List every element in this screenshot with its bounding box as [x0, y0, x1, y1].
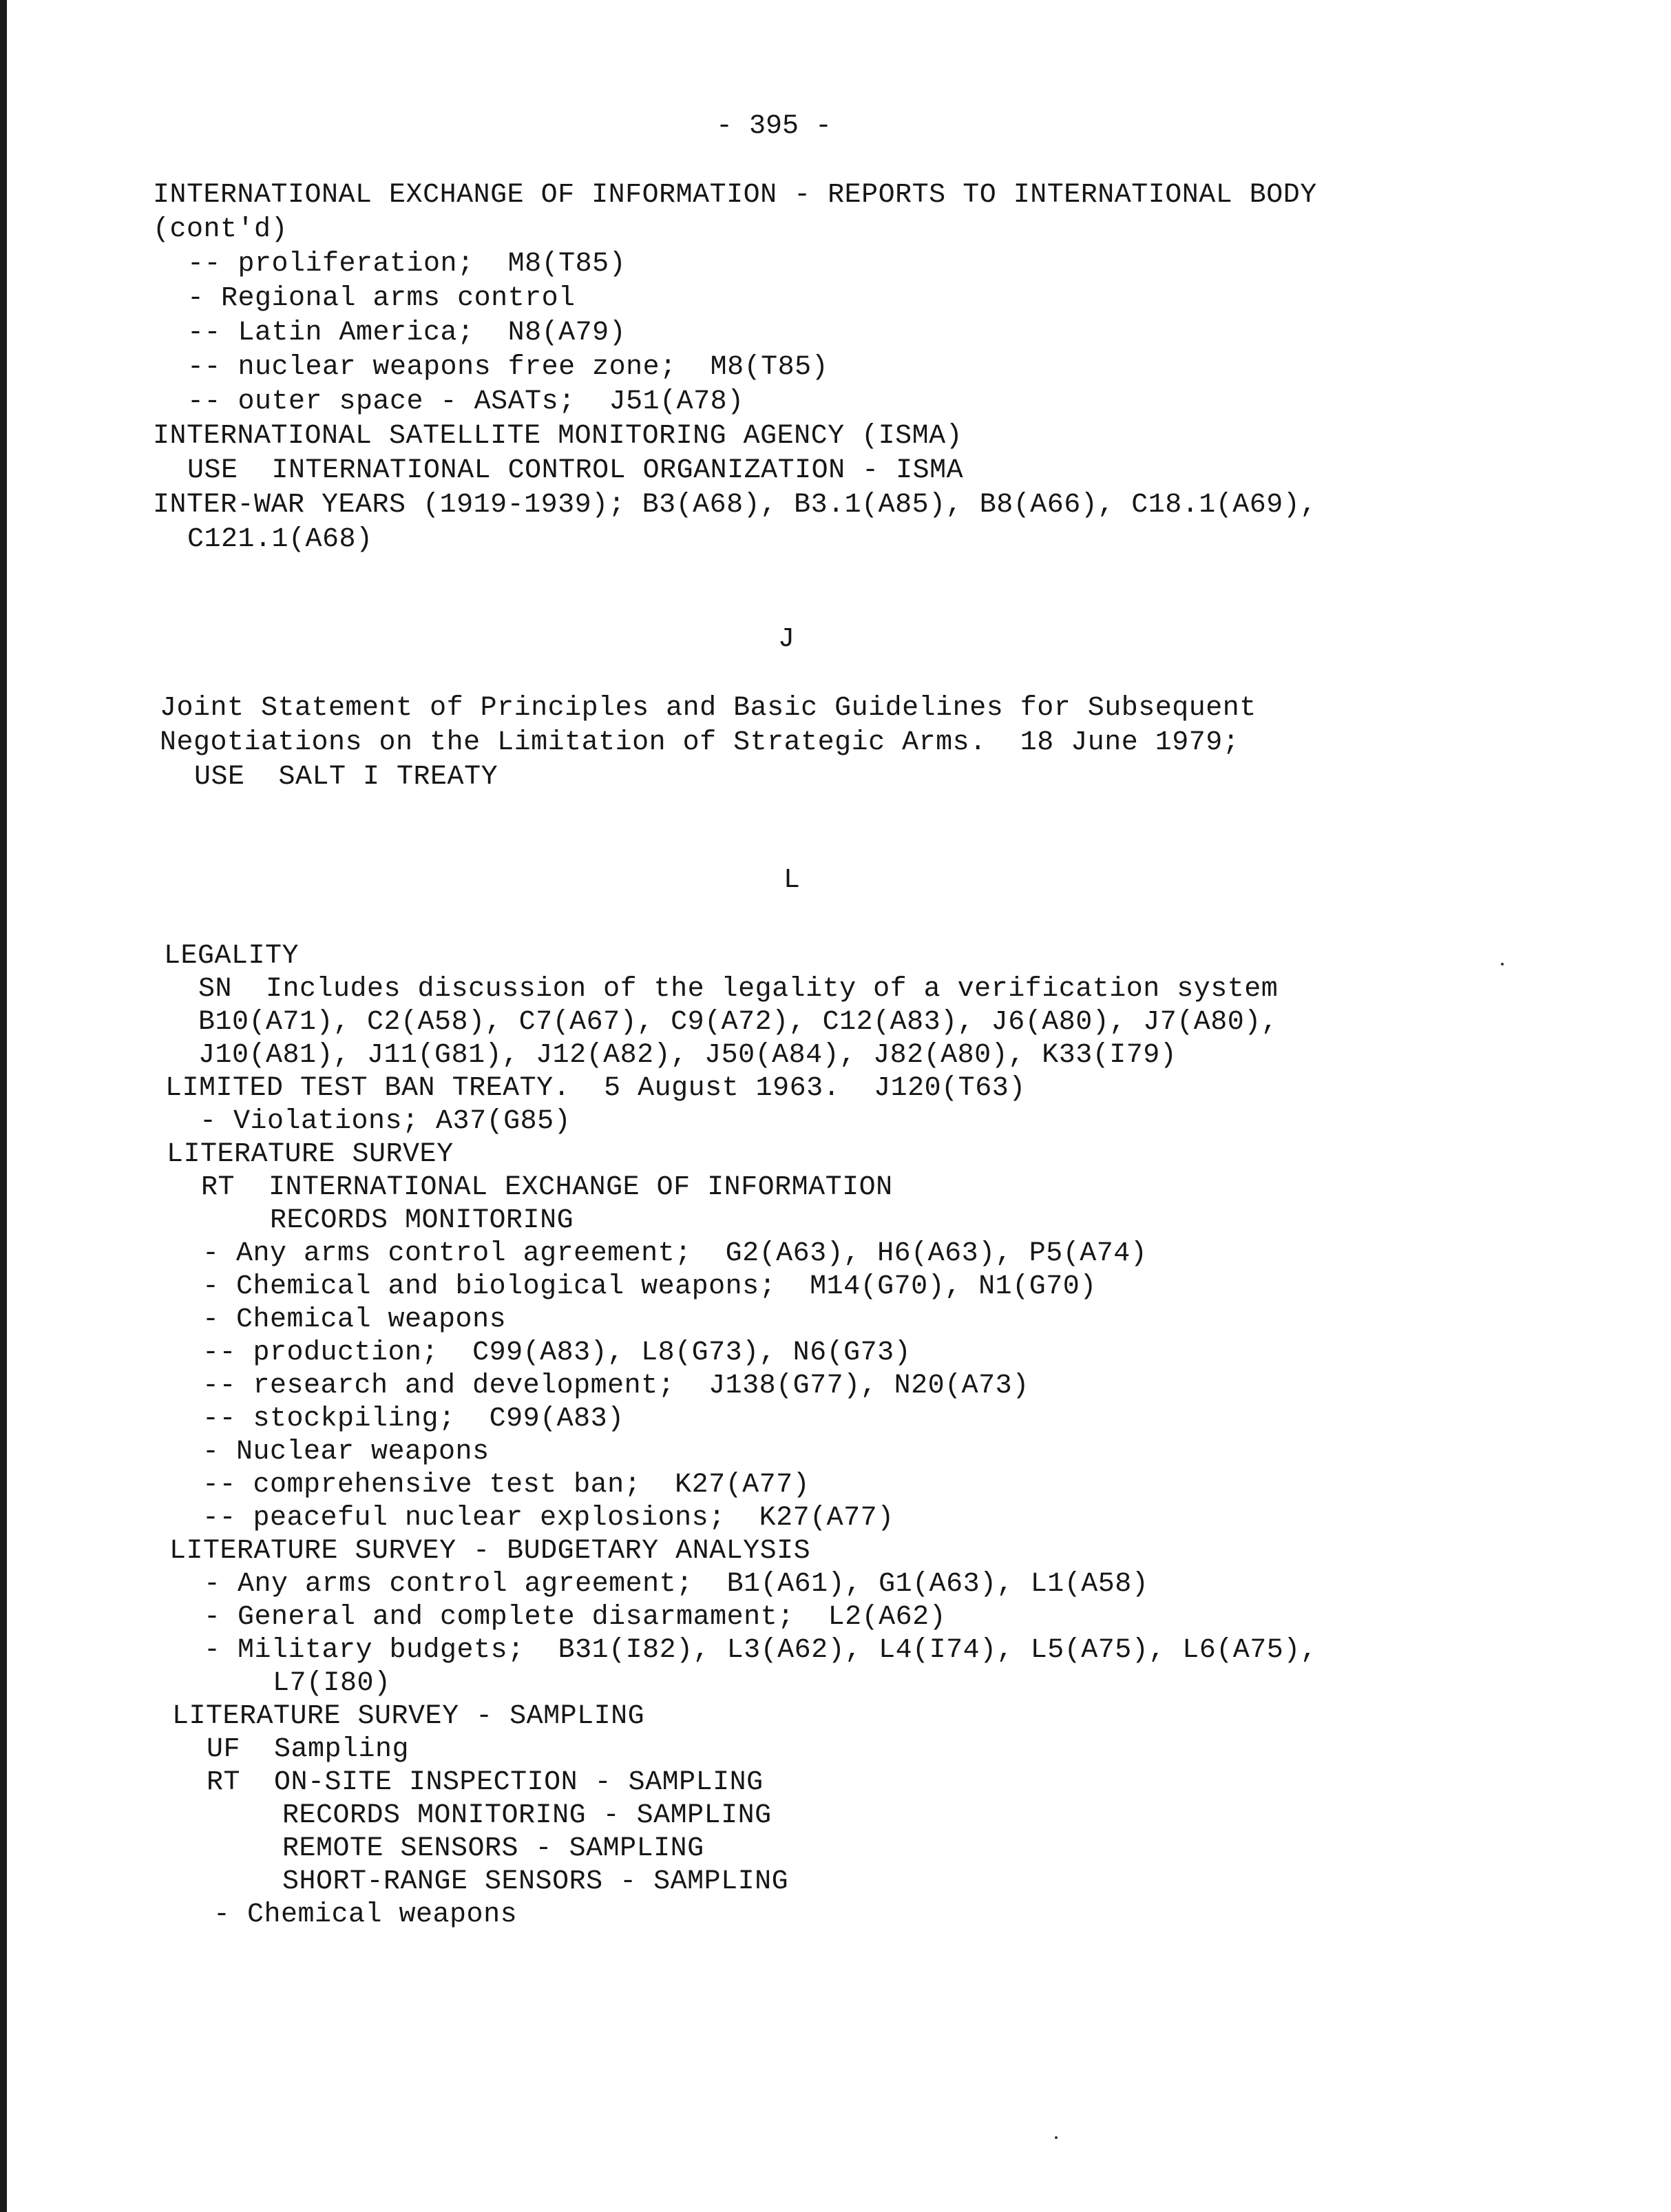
used-for-term: UF Sampling — [207, 1734, 410, 1765]
page-number: - 395 - — [716, 111, 832, 142]
scan-speck — [1055, 2136, 1058, 2139]
subentry: -- nuclear weapons free zone; M8(T85) — [187, 352, 829, 383]
subentry: -- production; C99(A83), L8(G73), N6(G73) — [202, 1337, 912, 1368]
reference-codes: J10(A81), J11(G81), J12(A82), J50(A84), J82(A80), K33(I79) — [198, 1040, 1177, 1071]
entry-heading: Joint Statement of Principles and Basic Guidelines for Subsequent — [160, 693, 1257, 724]
subentry: -- comprehensive test ban; K27(A77) — [202, 1470, 810, 1501]
subentry: - Nuclear weapons — [202, 1437, 490, 1468]
section-letter-j: J — [778, 624, 795, 655]
entry-heading: LEGALITY — [164, 941, 299, 972]
entry-continuation: C121.1(A68) — [187, 524, 373, 555]
section-letter-l: L — [784, 865, 801, 896]
subentry: -- research and development; J138(G77), N20(A73) — [202, 1370, 1029, 1401]
subentry: -- proliferation; M8(T85) — [187, 249, 627, 280]
subentry: - Regional arms control — [187, 283, 576, 314]
subentry: - Violations; A37(G85) — [200, 1106, 571, 1137]
subentry: -- outer space - ASATs; J51(A78) — [187, 386, 744, 417]
use-reference: USE SALT I TREATY — [194, 762, 498, 793]
scope-note: SN Includes discussion of the legality of a verification system — [198, 974, 1279, 1005]
related-term: RECORDS MONITORING - SAMPLING — [282, 1800, 772, 1831]
entry-continuation: (cont'd) — [153, 214, 288, 245]
reference-codes: L7(I80) — [273, 1668, 391, 1699]
subentry: - Chemical weapons — [202, 1304, 507, 1335]
entry-heading: INTER-WAR YEARS (1919-1939); B3(A68), B3.1(A85), B8(A66), C18.1(A69), — [153, 490, 1317, 521]
subentry: -- peaceful nuclear explosions; K27(A77) — [202, 1503, 894, 1534]
entry-heading: LITERATURE SURVEY — [167, 1139, 454, 1170]
entry-heading: LIMITED TEST BAN TREATY. 5 August 1963. J120(T63) — [165, 1073, 1026, 1104]
subentry: -- Latin America; N8(A79) — [187, 317, 627, 348]
entry-heading: LITERATURE SURVEY - SAMPLING — [172, 1701, 645, 1732]
reference-codes: B10(A71), C2(A58), C7(A67), C9(A72), C12(A83), J6(A80), J7(A80), — [198, 1007, 1279, 1038]
scan-speck — [1501, 963, 1504, 966]
related-term: RT ON-SITE INSPECTION - SAMPLING — [207, 1767, 764, 1798]
subentry: - Military budgets; B31(I82), L3(A62), L4(I74), L5(A75), L6(A75), — [204, 1635, 1318, 1666]
subentry: - Any arms control agreement; B1(A61), G1(A63), L1(A58) — [204, 1569, 1149, 1600]
entry-heading: INTERNATIONAL EXCHANGE OF INFORMATION - REPORTS TO INTERNATIONAL BODY — [153, 180, 1317, 211]
entry-continuation: Negotiations on the Limitation of Strategic Arms. 18 June 1979; — [160, 727, 1240, 758]
subentry: - Chemical weapons — [213, 1899, 518, 1930]
subentry: - Chemical and biological weapons; M14(G70), N1(G70) — [202, 1271, 1097, 1302]
entry-heading: INTERNATIONAL SATELLITE MONITORING AGENCY (ISMA) — [153, 421, 963, 452]
subentry: - Any arms control agreement; G2(A63), H6(A63), P5(A74) — [202, 1238, 1148, 1269]
related-term: RT INTERNATIONAL EXCHANGE OF INFORMATION — [201, 1172, 893, 1203]
subentry: - General and complete disarmament; L2(A62) — [204, 1602, 947, 1633]
subentry: -- stockpiling; C99(A83) — [202, 1404, 624, 1434]
related-term: REMOTE SENSORS - SAMPLING — [282, 1833, 704, 1864]
related-term: RECORDS MONITORING — [270, 1205, 574, 1236]
use-reference: USE INTERNATIONAL CONTROL ORGANIZATION - ISMA — [187, 455, 964, 486]
related-term: SHORT-RANGE SENSORS - SAMPLING — [282, 1866, 789, 1897]
entry-heading: LITERATURE SURVEY - BUDGETARY ANALYSIS — [169, 1536, 811, 1567]
